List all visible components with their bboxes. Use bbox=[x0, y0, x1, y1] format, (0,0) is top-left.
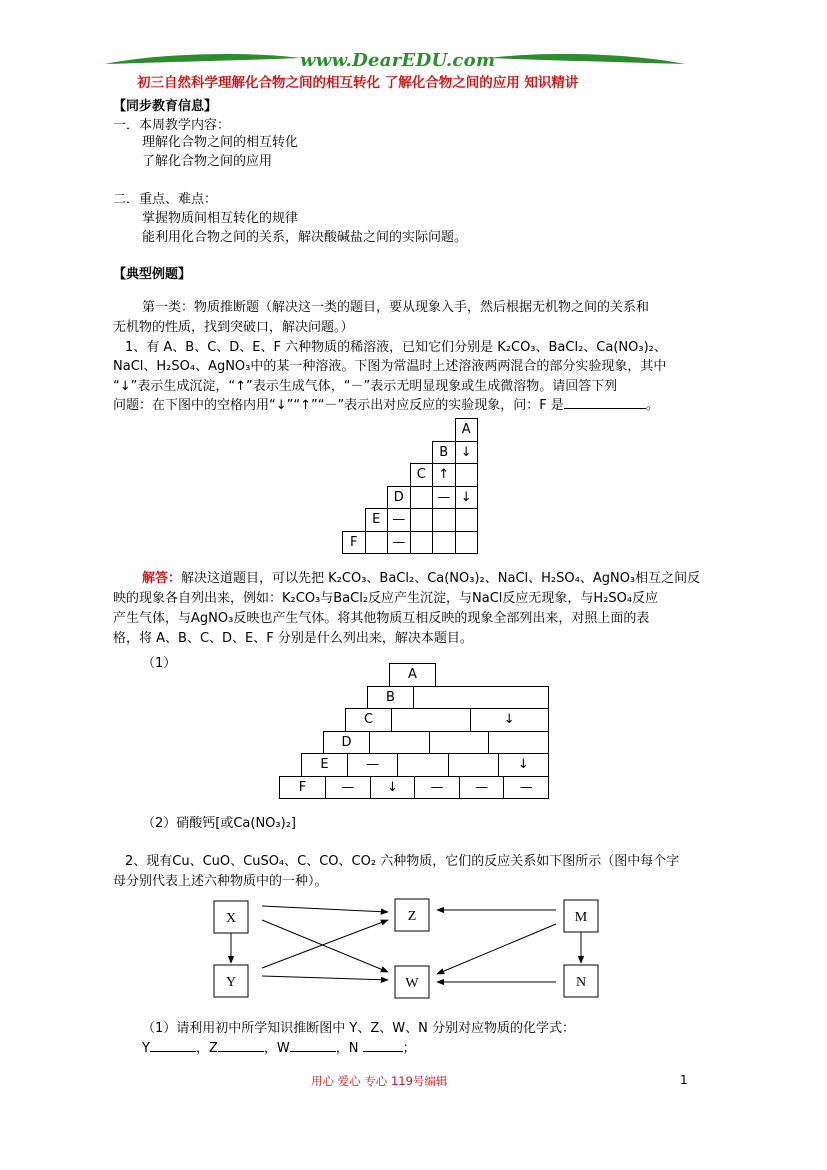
table1-cell-d-f[interactable]: — bbox=[387, 531, 411, 555]
blank-w-label: ，W bbox=[263, 1041, 290, 1056]
footer-text: 用心 爱心 专心 119号编辑 bbox=[311, 1074, 448, 1088]
table2-cell-c-e bbox=[448, 753, 499, 777]
table2-label-c: C bbox=[345, 708, 392, 732]
table2-cell-d-f: — bbox=[459, 776, 505, 800]
table1-label-d: D bbox=[387, 486, 411, 510]
item2-line1: 掌握物质间相互转化的规律 bbox=[142, 211, 299, 226]
answer-line1-text: 解决这道题目，可以先把 K₂CO₃、BaCl₂、Ca(NO₃)₂、NaCl、H₂SO₄、AgNO₃相互之间反 bbox=[181, 571, 701, 586]
site-url[interactable]: www.DearEDU.com bbox=[300, 50, 496, 71]
node-m: M bbox=[574, 910, 588, 925]
q2-blanks bbox=[142, 1037, 416, 1056]
table2-cell-b-d bbox=[429, 731, 490, 755]
category1-cont: 无机物的性质，找到突破口，解决问题。） bbox=[113, 320, 354, 335]
answer-label: 解答： bbox=[142, 571, 182, 586]
q2-line1: 2、现有Cu、CuO、CuSO₄、C、CO、CO₂ 六种物质，它们的反应关系如下图所示（图中每个字 bbox=[125, 854, 680, 869]
blank-y[interactable] bbox=[150, 1039, 196, 1052]
part1-label: （1） bbox=[142, 656, 177, 671]
blank-end: ； bbox=[402, 1041, 416, 1056]
table1-cell-a-e[interactable] bbox=[455, 508, 479, 532]
node-z: Z bbox=[407, 909, 417, 924]
examples-heading: 【典型例题】 bbox=[113, 267, 192, 282]
table1-label-b: B bbox=[432, 441, 456, 465]
table1-label-a: A bbox=[455, 418, 479, 442]
table1-label-c: C bbox=[410, 463, 434, 487]
table1-cell-b-d[interactable]: — bbox=[432, 486, 456, 510]
table2-cell-c-d bbox=[488, 731, 549, 755]
table1-cell-a-b[interactable]: ↓ bbox=[455, 441, 479, 465]
table1-cell-b-f[interactable] bbox=[432, 531, 456, 555]
answer-line1 bbox=[142, 567, 700, 586]
table2-cell-a-b bbox=[413, 686, 549, 710]
arrow-x-w bbox=[262, 920, 388, 972]
table2-cell-e-f: — bbox=[503, 776, 549, 800]
table2-cell-a-e: — bbox=[347, 753, 398, 777]
blank-n[interactable] bbox=[363, 1039, 403, 1052]
table1-cell-c-f[interactable] bbox=[410, 531, 434, 555]
q2-sub1: （1）请利用初中所学知识推断图中 Y、Z、W、N 分别对应物质的化学式： bbox=[142, 1021, 575, 1036]
table1-label-e: E bbox=[365, 508, 389, 532]
table2-cell-c-f: — bbox=[414, 776, 460, 800]
table1-cell-b-c[interactable]: ↑ bbox=[432, 463, 456, 487]
category1-text: 第一类：物质推断题（解决这一类的题目，要从现象入手，然后根据无机物之间的关系和 bbox=[142, 300, 650, 315]
arrow-y-z bbox=[262, 920, 388, 968]
item1-line2: 了解化合物之间的应用 bbox=[142, 154, 273, 169]
table2-label-e: E bbox=[301, 753, 348, 777]
table2-cell-b-f: ↓ bbox=[370, 776, 416, 800]
table2-cell-d-e: ↓ bbox=[498, 753, 549, 777]
answer-line4: 格，将 A、B、C、D、E、F 分别是什么列出来，解决本题目。 bbox=[113, 631, 473, 646]
blank-w[interactable] bbox=[290, 1039, 336, 1052]
q1-line4-end: 。 bbox=[645, 398, 659, 413]
node-y: Y bbox=[225, 975, 237, 990]
table1-cell-a-c[interactable] bbox=[455, 463, 479, 487]
table1-cell-d-e[interactable]: — bbox=[387, 508, 411, 532]
item2-line2: 能利用化合物之间的关系，解决酸碱盐之间的实际问题。 bbox=[142, 230, 468, 245]
part2-answer: （2）硝酸钙[或Ca(NO₃)₂] bbox=[142, 816, 296, 831]
item2-title: 二．重点、难点： bbox=[113, 192, 218, 207]
table1-cell-a-d[interactable]: ↓ bbox=[455, 486, 479, 510]
table2-label-f: F bbox=[279, 776, 326, 800]
item1-line1: 理解化合物之间的相互转化 bbox=[142, 135, 299, 150]
q1-line1: 1、有 A、B、C、D、E、F 六种物质的稀溶液，已知它们分别是 K₂CO₃、BaCl₂、Ca(NO₃)₂、 bbox=[125, 340, 667, 355]
arrow-y-w bbox=[262, 976, 388, 980]
table2-label-d: D bbox=[323, 731, 370, 755]
table1-cell-c-e[interactable] bbox=[410, 508, 434, 532]
arrow-m-w bbox=[437, 924, 556, 974]
table2-cell-a-c bbox=[391, 708, 471, 732]
right-swoosh-icon bbox=[490, 54, 685, 64]
page-title: 初三自然科学理解化合物之间的相互转化 了解化合物之间的应用 知识精讲 bbox=[137, 75, 579, 91]
table2-cell-a-d bbox=[369, 731, 430, 755]
table2-cell-b-c: ↓ bbox=[470, 708, 550, 732]
page-number: 1 bbox=[680, 1073, 688, 1087]
blank-n-label: ，N bbox=[335, 1041, 359, 1056]
arrow-x-z bbox=[262, 906, 388, 912]
answer-line2: 映的现象各自列出来，例如：K₂CO₃与BaCl₂反应产生沉淀，与NaCl反应无现象，与H₂SO₄反应 bbox=[113, 591, 659, 606]
blank-y-label: Y bbox=[142, 1041, 150, 1056]
item1-title: 一．本周教学内容： bbox=[113, 118, 231, 133]
table1-label-f: F bbox=[342, 531, 366, 555]
blank-z-label: ，Z bbox=[195, 1041, 218, 1056]
answer-line3: 产生气体，与AgNO₃反映也产生气体。将其他物质互相反映的现象全部列出来，对照上面的表 bbox=[113, 611, 650, 626]
table1-cell-e-f[interactable] bbox=[365, 531, 389, 555]
blank-z[interactable] bbox=[218, 1039, 264, 1052]
q1-line4 bbox=[113, 394, 659, 413]
q1-line3: “↓”表示生成沉淀，“↑”表示生成气体，“－”表示无明显现象或生成微溶物。请回答下列 bbox=[113, 379, 618, 394]
q1-line2: NaCl、H₂SO₄、AgNO₃中的某一种溶液。下图为常温时上述溶液两两混合的部分实验现象，其中 bbox=[113, 359, 667, 374]
table2-label-b: B bbox=[367, 686, 414, 710]
table2-cell-a-f: — bbox=[325, 776, 371, 800]
node-w: W bbox=[405, 976, 419, 991]
node-n: N bbox=[575, 975, 587, 990]
table2-cell-b-e bbox=[397, 753, 448, 777]
table1-cell-c-d[interactable] bbox=[410, 486, 434, 510]
table1-cell-a-f[interactable] bbox=[455, 531, 479, 555]
reaction-diagram bbox=[200, 890, 620, 1010]
left-swoosh-icon bbox=[105, 54, 300, 64]
table1-cell-b-e[interactable] bbox=[432, 508, 456, 532]
sync-heading: 【同步教育信息】 bbox=[113, 99, 218, 114]
node-x: X bbox=[225, 911, 237, 926]
q1-line4-text: 问题：在下图中的空格内用“↓”“↑”“－”表示出对应反应的实验现象，问：F 是 bbox=[113, 398, 564, 413]
q2-line2: 母分别代表上述六种物质中的一种）。 bbox=[113, 874, 328, 889]
answer-blank[interactable] bbox=[564, 396, 646, 409]
table2-label-a: A bbox=[389, 663, 436, 687]
